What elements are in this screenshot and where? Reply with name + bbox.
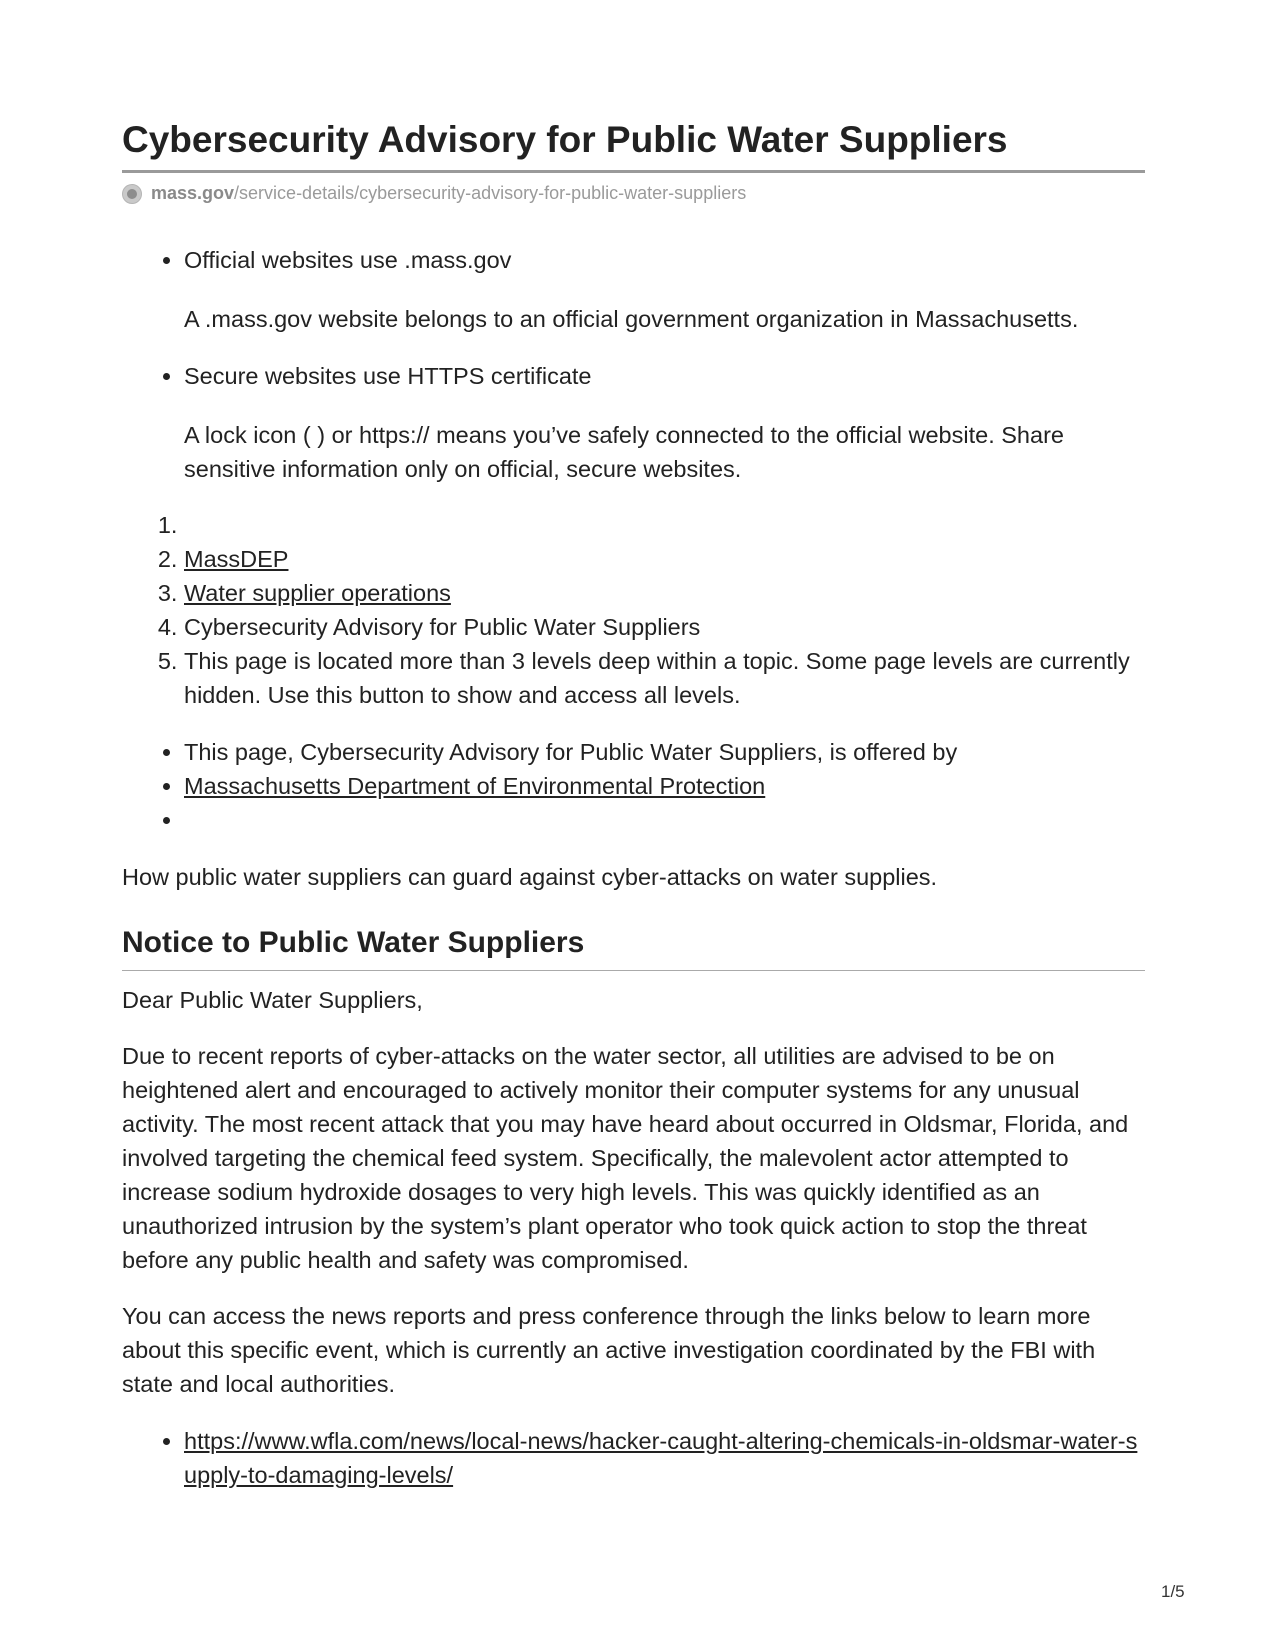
breadcrumb	[122, 508, 1145, 712]
news-links-list	[122, 1424, 1145, 1492]
source-path: /service-details/cybersecurity-advisory-for-public-water-suppliers	[234, 183, 747, 204]
offered-by-list	[122, 735, 1145, 837]
breadcrumb-link-water-supplier-operations[interactable]: Water supplier operations	[184, 580, 451, 607]
list-item: • Secure websites use HTTPS certificate A lock icon ( ) or https:// means you’ve safely connected to the official website. Share sensitive information only on official, secure websites.	[184, 359, 1145, 486]
offered-by-intro: • This page, Cybersecurity Advisory for Public Water Suppliers, is offered by	[184, 735, 1145, 769]
notice-paragraph-2: You can access the news reports and press conference through the links below to learn more about this specific event, which is currently an active investigation coordinated by the FBI with state and local authorities.	[122, 1302, 1096, 1397]
breadcrumb-item-water-supplier-operations[interactable]	[184, 576, 1145, 610]
source-url	[122, 183, 1145, 204]
greeting: Dear Public Water Suppliers,	[122, 986, 423, 1013]
mass-seal-icon	[122, 184, 142, 204]
breadcrumb-item-current: 4. Cybersecurity Advisory for Public Water Suppliers	[184, 610, 1145, 644]
page-title: Cybersecurity Advisory for Public Water Suppliers	[122, 118, 1145, 173]
list-item	[184, 803, 1145, 837]
notice-paragraph-1: Due to recent reports of cyber-attacks on the water sector, all utilities are advised to be on heightened alert and encouraged to actively monitor their computer systems for any unusual activity. The most recent attack that you may have heard about occurred in Oldsmar, Florida, and involved targeting the chemical feed system. Specifically, the malevolent actor attempted to increase sodium hydroxide dosages to very high levels. This was quickly identified as an unauthorized intrusion by the system’s plant operator who took quick action to stop the threat before any public health and safety was compromised.	[122, 1042, 1129, 1273]
page-content	[122, 118, 1145, 1492]
list-item	[184, 1424, 1145, 1492]
list-item	[184, 769, 1145, 803]
page-summary: How public water suppliers can guard against cyber-attacks on water supplies.	[122, 864, 938, 891]
source-domain: mass.gov	[151, 183, 235, 204]
notice-description: A lock icon ( ) or https:// means you’ve safely connected to the official website. Share sensitive information only on official, secure websites.	[184, 422, 1064, 483]
official-notice-list	[122, 243, 1145, 486]
page-number: 1/5	[1161, 1582, 1185, 1601]
breadcrumb-item-massdep[interactable]	[184, 542, 1145, 576]
list-item: • Official websites use .mass.gov A .mass.gov website belongs to an official government organization in Massachusetts.	[184, 243, 1145, 336]
breadcrumb-link-massdep[interactable]: MassDEP	[184, 546, 289, 573]
breadcrumb-show-levels-button[interactable]: 5. This page is located more than 3 levels deep within a topic. Some page levels are currently hidden. Use this button to show and access all levels.	[184, 644, 1145, 712]
notice-description: A .mass.gov website belongs to an official government organization in Massachusetts.	[184, 306, 1079, 333]
news-link[interactable]: https://www.wfla.com/news/local-news/hacker-caught-altering-chemicals-in-oldsmar-water-supply-to-damaging-levels/	[184, 1427, 1138, 1488]
section-heading: Notice to Public Water Suppliers	[122, 924, 1145, 971]
offered-by-org-link[interactable]: Massachusetts Department of Environmental Protection	[184, 773, 766, 800]
breadcrumb-item-home[interactable]	[184, 508, 1145, 542]
